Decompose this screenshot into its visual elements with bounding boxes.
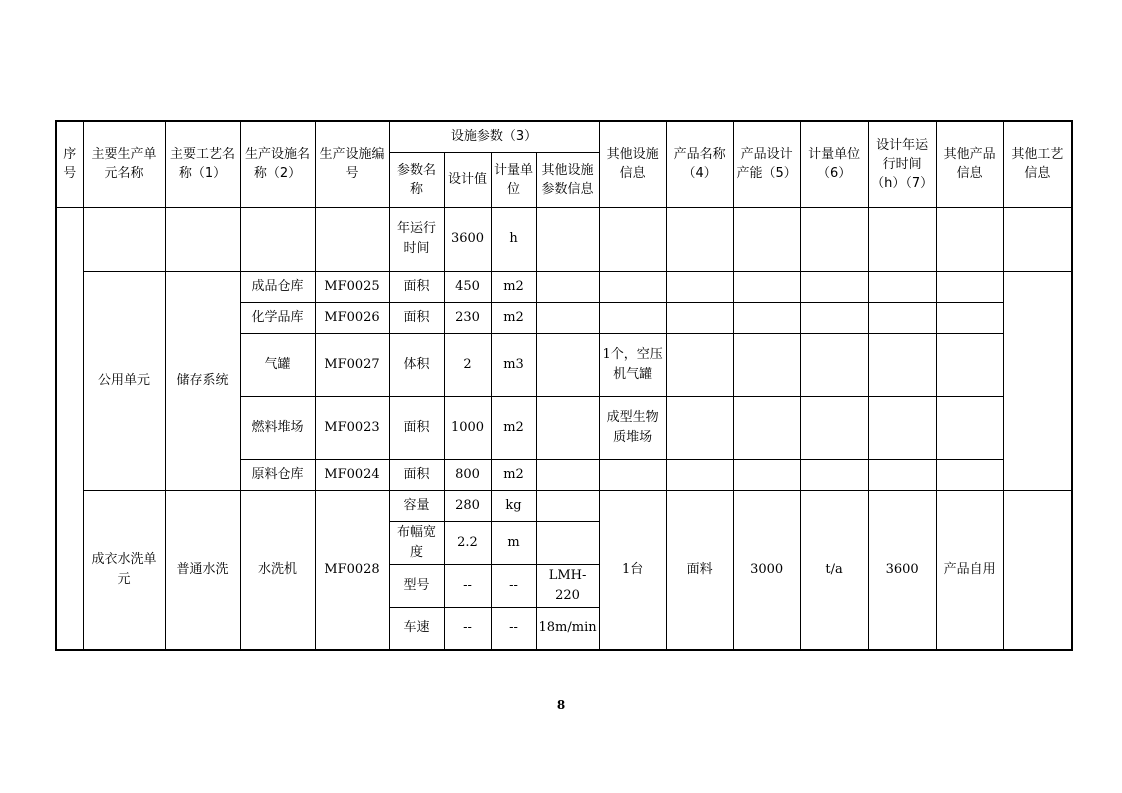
- param-name-cell: 型号: [389, 564, 444, 607]
- table-row: [56, 207, 1072, 271]
- facility-table: [55, 120, 1073, 651]
- param-unit-cell: m2: [491, 302, 536, 333]
- header-product-name: 产品名称（4）: [666, 121, 733, 207]
- param-name-cell: 体积: [389, 333, 444, 396]
- other-param-cell: [536, 490, 599, 521]
- capacity-cell: 3000: [733, 490, 800, 650]
- param-name-cell: 年运行时间: [389, 207, 444, 271]
- param-unit-cell: --: [491, 564, 536, 607]
- param-unit-cell: m2: [491, 271, 536, 302]
- param-value-cell: 2: [444, 333, 491, 396]
- param-unit-cell: kg: [491, 490, 536, 521]
- param-unit-cell: m2: [491, 396, 536, 459]
- header-facility-name: 生产设施名称（2）: [240, 121, 315, 207]
- other-facility-cell: 1台: [599, 490, 666, 650]
- header-process: 主要工艺名称（1）: [165, 121, 240, 207]
- facility-code-cell: MF0028: [315, 490, 389, 650]
- other-facility-cell: 1个，空压机气罐: [599, 333, 666, 396]
- other-facility-cell: [599, 271, 666, 302]
- param-unit-cell: h: [491, 207, 536, 271]
- header-run-time: 设计年运行时间（h）（7）: [868, 121, 936, 207]
- other-facility-cell: 成型生物质堆场: [599, 396, 666, 459]
- facility-name-cell: 气罐: [240, 333, 315, 396]
- other-param-cell: LMH-220: [536, 564, 599, 607]
- unit-cell: 公用单元: [83, 271, 165, 490]
- run-time-cell: 3600: [868, 490, 936, 650]
- other-param-cell: [536, 521, 599, 564]
- param-value-cell: 1000: [444, 396, 491, 459]
- param-value-cell: 230: [444, 302, 491, 333]
- param-name-cell: 面积: [389, 271, 444, 302]
- table-row: [56, 490, 1072, 521]
- param-unit-cell: m2: [491, 459, 536, 490]
- header-unit: 主要生产单元名称: [83, 121, 165, 207]
- param-value-cell: --: [444, 564, 491, 607]
- param-name-cell: 面积: [389, 459, 444, 490]
- param-value-cell: --: [444, 607, 491, 650]
- param-value-cell: 2.2: [444, 521, 491, 564]
- param-unit-cell: --: [491, 607, 536, 650]
- facility-code-cell: MF0025: [315, 271, 389, 302]
- facility-code-cell: MF0027: [315, 333, 389, 396]
- cap-unit-cell: t/a: [800, 490, 868, 650]
- page-number: 8: [556, 698, 566, 712]
- other-product-cell: 产品自用: [936, 490, 1003, 650]
- other-facility-cell: [599, 302, 666, 333]
- header-seq: 序号: [56, 121, 83, 207]
- other-param-cell: 18m/min: [536, 607, 599, 650]
- param-name-cell: 布幅宽度: [389, 521, 444, 564]
- process-cell: 储存系统: [165, 271, 240, 490]
- param-name-cell: 面积: [389, 302, 444, 333]
- header-other-facility: 其他设施信息: [599, 121, 666, 207]
- facility-name-cell: 水洗机: [240, 490, 315, 650]
- other-facility-cell: [599, 459, 666, 490]
- header-facility-code: 生产设施编号: [315, 121, 389, 207]
- header-other-process: 其他工艺信息: [1003, 121, 1072, 207]
- facility-code-cell: MF0023: [315, 396, 389, 459]
- facility-name-cell: 化学品库: [240, 302, 315, 333]
- facility-name-cell: 燃料堆场: [240, 396, 315, 459]
- param-name-cell: 车速: [389, 607, 444, 650]
- param-value-cell: 3600: [444, 207, 491, 271]
- param-value-cell: 450: [444, 271, 491, 302]
- seq-cell: [56, 207, 83, 650]
- facility-code-cell: MF0024: [315, 459, 389, 490]
- param-value-cell: 280: [444, 490, 491, 521]
- facility-name-cell: 成品仓库: [240, 271, 315, 302]
- header-param-name: 参数名称: [389, 152, 444, 207]
- header-capacity: 产品设计产能（5）: [733, 121, 800, 207]
- param-value-cell: 800: [444, 459, 491, 490]
- process-cell: 普通水洗: [165, 490, 240, 650]
- param-unit-cell: m: [491, 521, 536, 564]
- header-design-value: 设计值: [444, 152, 491, 207]
- header-other-param: 其他设施参数信息: [536, 152, 599, 207]
- product-name-cell: 面料: [666, 490, 733, 650]
- header-other-product: 其他产品信息: [936, 121, 1003, 207]
- table-row: [56, 271, 1072, 302]
- facility-name-cell: 原料仓库: [240, 459, 315, 490]
- header-measure-unit: 计量单位: [491, 152, 536, 207]
- param-unit-cell: m3: [491, 333, 536, 396]
- header-params: 设施参数（3）: [389, 121, 599, 152]
- header-cap-unit: 计量单位（6）: [800, 121, 868, 207]
- unit-cell: 成衣水洗单元: [83, 490, 165, 650]
- param-name-cell: 容量: [389, 490, 444, 521]
- facility-code-cell: MF0026: [315, 302, 389, 333]
- param-name-cell: 面积: [389, 396, 444, 459]
